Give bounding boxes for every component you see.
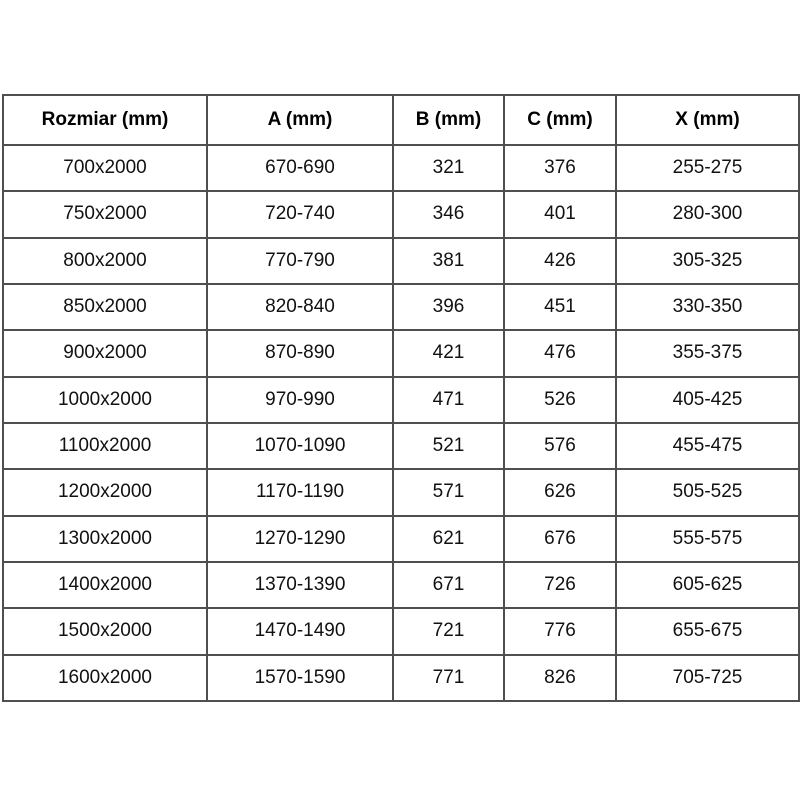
column-header-b: B (mm) bbox=[393, 95, 504, 145]
cell-rozmiar: 700x2000 bbox=[3, 145, 207, 191]
cell-b: 571 bbox=[393, 469, 504, 515]
cell-x: 655-675 bbox=[616, 608, 799, 654]
cell-c: 726 bbox=[504, 562, 616, 608]
cell-rozmiar: 1200x2000 bbox=[3, 469, 207, 515]
cell-a: 670-690 bbox=[207, 145, 393, 191]
cell-rozmiar: 1000x2000 bbox=[3, 377, 207, 423]
cell-x: 355-375 bbox=[616, 330, 799, 376]
cell-a: 1470-1490 bbox=[207, 608, 393, 654]
cell-x: 305-325 bbox=[616, 238, 799, 284]
cell-c: 451 bbox=[504, 284, 616, 330]
table-row bbox=[3, 562, 799, 608]
size-table-header bbox=[3, 95, 799, 145]
cell-b: 671 bbox=[393, 562, 504, 608]
table-row bbox=[3, 284, 799, 330]
cell-a: 1370-1390 bbox=[207, 562, 393, 608]
cell-a: 1270-1290 bbox=[207, 516, 393, 562]
cell-a: 720-740 bbox=[207, 191, 393, 237]
cell-c: 776 bbox=[504, 608, 616, 654]
table-row bbox=[3, 655, 799, 701]
cell-x: 280-300 bbox=[616, 191, 799, 237]
cell-rozmiar: 750x2000 bbox=[3, 191, 207, 237]
cell-b: 521 bbox=[393, 423, 504, 469]
size-table bbox=[2, 94, 800, 702]
cell-b: 471 bbox=[393, 377, 504, 423]
cell-rozmiar: 1500x2000 bbox=[3, 608, 207, 654]
cell-c: 476 bbox=[504, 330, 616, 376]
cell-rozmiar: 900x2000 bbox=[3, 330, 207, 376]
size-table-body bbox=[3, 145, 799, 701]
table-row bbox=[3, 330, 799, 376]
table-row bbox=[3, 377, 799, 423]
cell-x: 330-350 bbox=[616, 284, 799, 330]
cell-rozmiar: 1600x2000 bbox=[3, 655, 207, 701]
cell-a: 770-790 bbox=[207, 238, 393, 284]
cell-c: 526 bbox=[504, 377, 616, 423]
cell-rozmiar: 1300x2000 bbox=[3, 516, 207, 562]
cell-rozmiar: 1400x2000 bbox=[3, 562, 207, 608]
cell-b: 396 bbox=[393, 284, 504, 330]
column-header-c: C (mm) bbox=[504, 95, 616, 145]
column-header-rozmiar: Rozmiar (mm) bbox=[3, 95, 207, 145]
table-row bbox=[3, 608, 799, 654]
column-header-x: X (mm) bbox=[616, 95, 799, 145]
cell-c: 401 bbox=[504, 191, 616, 237]
cell-b: 381 bbox=[393, 238, 504, 284]
header-row bbox=[3, 95, 799, 145]
cell-a: 1170-1190 bbox=[207, 469, 393, 515]
cell-b: 346 bbox=[393, 191, 504, 237]
cell-a: 870-890 bbox=[207, 330, 393, 376]
cell-a: 820-840 bbox=[207, 284, 393, 330]
table-row bbox=[3, 423, 799, 469]
cell-a: 1570-1590 bbox=[207, 655, 393, 701]
cell-c: 426 bbox=[504, 238, 616, 284]
cell-rozmiar: 1100x2000 bbox=[3, 423, 207, 469]
cell-x: 455-475 bbox=[616, 423, 799, 469]
cell-x: 405-425 bbox=[616, 377, 799, 423]
table-row bbox=[3, 516, 799, 562]
cell-c: 576 bbox=[504, 423, 616, 469]
column-header-a: A (mm) bbox=[207, 95, 393, 145]
table-row bbox=[3, 191, 799, 237]
cell-b: 771 bbox=[393, 655, 504, 701]
table-row bbox=[3, 145, 799, 191]
cell-rozmiar: 850x2000 bbox=[3, 284, 207, 330]
cell-b: 621 bbox=[393, 516, 504, 562]
cell-b: 321 bbox=[393, 145, 504, 191]
cell-a: 1070-1090 bbox=[207, 423, 393, 469]
cell-rozmiar: 800x2000 bbox=[3, 238, 207, 284]
cell-x: 705-725 bbox=[616, 655, 799, 701]
cell-x: 255-275 bbox=[616, 145, 799, 191]
cell-c: 376 bbox=[504, 145, 616, 191]
table-row bbox=[3, 469, 799, 515]
table-row bbox=[3, 238, 799, 284]
cell-x: 505-525 bbox=[616, 469, 799, 515]
cell-b: 421 bbox=[393, 330, 504, 376]
cell-b: 721 bbox=[393, 608, 504, 654]
cell-c: 676 bbox=[504, 516, 616, 562]
cell-c: 626 bbox=[504, 469, 616, 515]
cell-x: 555-575 bbox=[616, 516, 799, 562]
cell-a: 970-990 bbox=[207, 377, 393, 423]
cell-x: 605-625 bbox=[616, 562, 799, 608]
cell-c: 826 bbox=[504, 655, 616, 701]
